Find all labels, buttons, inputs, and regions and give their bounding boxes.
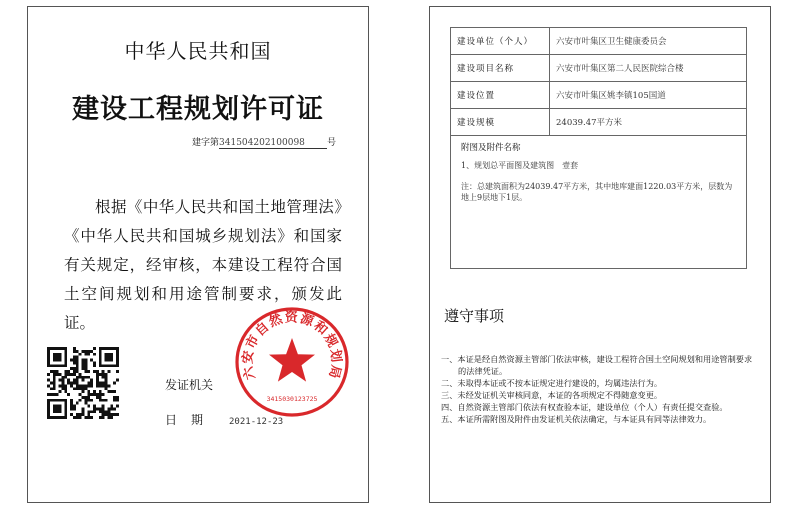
info-row-value: 六安市叶集区第二人民医院综合楼 [550,55,747,82]
info-row-label: 建设项目名称 [451,55,550,82]
info-row-value: 六安市叶集区姚李镇105国道 [550,82,747,109]
certificate-title: 建设工程规划许可证 [72,94,324,125]
info-row-value: 24039.47平方米 [550,109,747,136]
country-name: 中华人民共和国 [124,39,272,63]
info-row [451,55,747,82]
qr-code-icon [47,347,119,419]
svg-text:六安市自然资源和规划局: 六安市自然资源和规划局 [240,310,344,382]
certificate-body-text: 根据《中华人民共和国土地管理法》《中华人民共和国城乡规划法》和国家有关规定，经审核，本建设工程符合国土空间规划和用途管制要求，颁发此证。 [64,198,342,332]
rule-item: 四、自然资源主管部门依法有权查验本证，建设单位（个人）有责任提交查验。 [441,402,728,412]
info-row-value: 六安市叶集区卫生健康委员会 [550,28,747,55]
info-row [451,109,747,136]
issuing-authority-label: 发证机关 [165,378,214,392]
certificate-front-page [27,6,369,503]
rule-item: 二、未取得本证或不按本证规定进行建设的，均属违法行为。 [441,378,663,388]
project-info-table [450,27,747,269]
cert-no-suffix: 号 [327,138,337,148]
certificate-number: 341504202100098 [219,138,327,149]
svg-text:3415030123725: 3415030123725 [266,395,318,403]
certificate-back-page [429,6,771,503]
attachments-title: 附图及附件名称 [461,143,521,153]
info-row-label: 建设规模 [451,109,550,136]
attachment-item: 1、规划总平面图及建筑图 壹套 [461,161,579,170]
rules-title: 遵守事项 [444,307,505,325]
info-row-label: 建设位置 [451,82,550,109]
date-label: 日期 [165,413,218,427]
certificate-number-line [192,135,336,149]
issue-date: 2021-12-23 [229,417,284,427]
info-row [451,82,747,109]
rule-item: 三、未经发证机关审核同意，本证的各项规定不得随意变更。 [441,390,663,400]
rule-item: 一、本证是经自然资源主管部门依法审核，建设工程符合国土空间规划和用途管制要求的法律凭证。 [441,354,753,376]
project-note: 注：总建筑面积为24039.47平方米，其中地库建面1220.03平方米，层数为地上9层地下1层。 [461,182,733,202]
official-seal-stamp [232,304,352,420]
info-row [451,28,747,55]
rule-item: 五、本证所需附图及附件由发证机关依法确定，与本证具有同等法律效力。 [441,414,712,424]
cert-no-prefix: 建字第 [192,138,220,148]
rules-list [441,353,757,425]
attachments-cell [451,136,747,269]
info-row-label: 建设单位（个人） [451,28,550,55]
